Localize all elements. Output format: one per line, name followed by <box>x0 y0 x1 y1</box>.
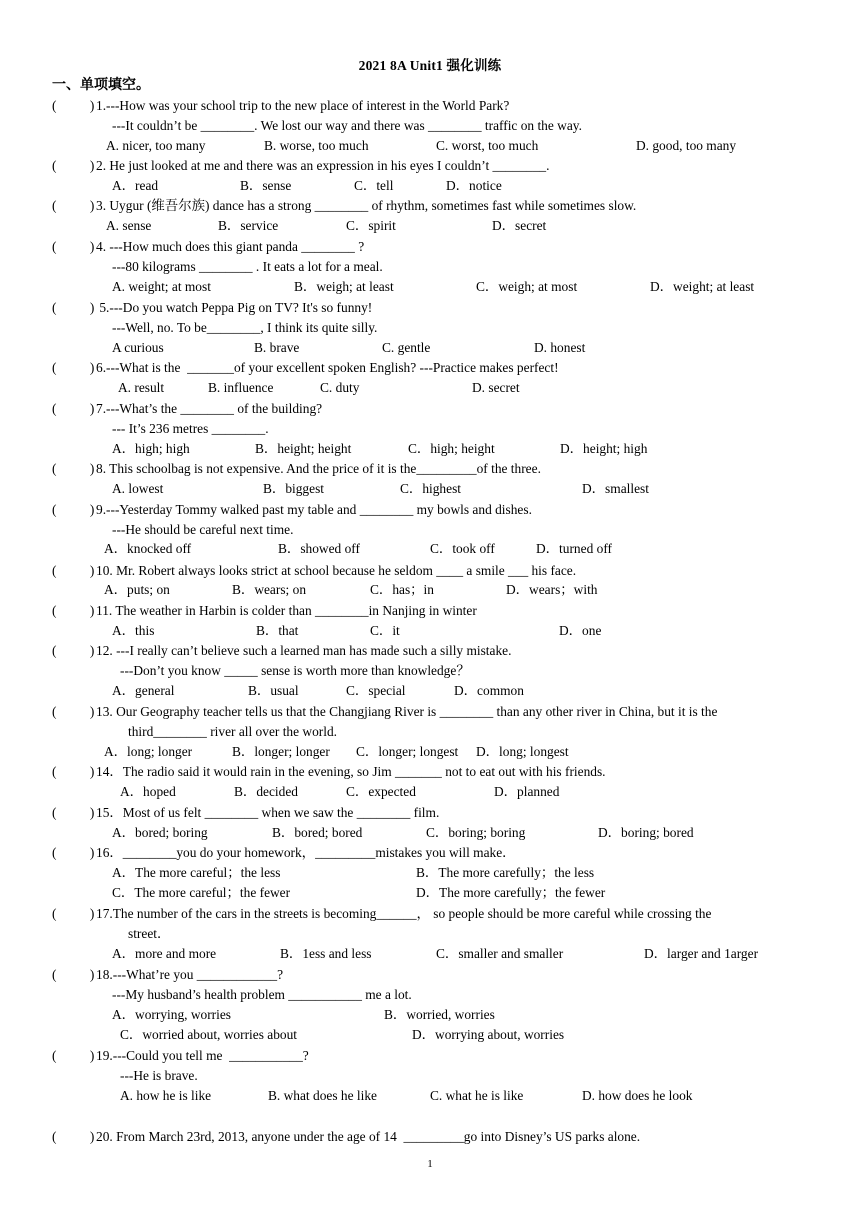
answer-option: D．weight; at least <box>650 279 755 294</box>
answer-option: D．turned off <box>536 541 612 556</box>
answer-option: D. honest <box>534 340 586 355</box>
question-stem: 19.---Could you tell me ___________? <box>96 1048 309 1063</box>
answer-option: C．took off <box>430 541 495 556</box>
question-stem: 20. From March 23rd, 2013, anyone under the age of 14 _________go into Disney’s US parks alone. <box>96 1129 641 1144</box>
answer-option: B. influence <box>208 380 274 395</box>
question-stem: 2. He just looked at me and there was an expression in his eyes I couldn’t ________. <box>96 158 550 173</box>
page-number: 1 <box>427 1158 433 1170</box>
answer-option: D．planned <box>494 784 560 799</box>
question-stem: 17.The number of the cars in the streets is becoming______， so people should be more careful while crossing the <box>96 906 712 921</box>
answer-option: A．hoped <box>120 784 176 799</box>
answer-option: A curious <box>112 340 164 355</box>
answer-option: B．decided <box>234 784 298 799</box>
answer-option: B. what does he like <box>268 1088 377 1103</box>
answer-option: A．knocked off <box>104 541 192 556</box>
question-stem: 7.---What’s the ________ of the building? <box>96 401 323 416</box>
answer-option: B．service <box>218 218 279 233</box>
answer-option: B. brave <box>254 340 300 355</box>
question-stem: 14．The radio said it would rain in the evening, so Jim _______ not to eat out with his friends. <box>96 764 606 779</box>
answer-option: B．bored; bored <box>272 825 363 840</box>
answer-option: C．special <box>346 683 406 698</box>
answer-blank[interactable]: ( ) <box>52 764 95 779</box>
answer-option: B．The more carefully；the less <box>416 865 595 880</box>
answer-option: A. result <box>118 380 165 395</box>
answer-blank[interactable]: ( ) <box>52 300 95 315</box>
answer-option: A．The more careful；the less <box>112 865 281 880</box>
answer-option: B．wears; on <box>232 582 307 597</box>
answer-option: D．secret <box>492 218 547 233</box>
question-line: third________ river all over the world. <box>128 724 337 739</box>
answer-option: A. weight; at most <box>112 279 211 294</box>
answer-blank[interactable]: ( ) <box>52 158 95 173</box>
question-stem: 1.---How was your school trip to the new place of interest in the World Park? <box>96 98 510 113</box>
answer-option: B．worried, worries <box>384 1007 495 1022</box>
answer-option: A. sense <box>106 218 152 233</box>
question-line: ---He is brave. <box>120 1068 198 1083</box>
answer-option: D．The more carefully；the fewer <box>416 885 606 900</box>
question-stem: 5.---Do you watch Peppa Pig on TV? It's so funny! <box>96 300 373 315</box>
answer-blank[interactable]: ( ) <box>52 401 95 416</box>
answer-option: D．boring; bored <box>598 825 694 840</box>
answer-option: D．worrying about, worries <box>412 1027 565 1042</box>
answer-blank[interactable]: ( ) <box>52 805 95 820</box>
answer-option: C．spirit <box>346 218 396 233</box>
answer-option: D．larger and 1arger <box>644 946 759 961</box>
answer-blank[interactable]: ( ) <box>52 239 95 254</box>
answer-option: C．tell <box>354 178 394 193</box>
answer-option: D. secret <box>472 380 520 395</box>
question-stem: 18.---What’re you ____________? <box>96 967 284 982</box>
question-line: ---80 kilograms ________ . It eats a lot for a meal. <box>112 259 383 274</box>
answer-option: D．notice <box>446 178 502 193</box>
question-line: ---He should be careful next time. <box>112 522 294 537</box>
question-line: ---Well, no. To be________, I think its quite silly. <box>112 320 378 335</box>
answer-option: D．wears；with <box>506 582 598 597</box>
answer-option: B．biggest <box>263 481 325 496</box>
answer-option: C. worst, too much <box>436 138 539 153</box>
answer-blank[interactable]: ( ) <box>52 967 95 982</box>
answer-blank[interactable]: ( ) <box>52 360 95 375</box>
answer-option: C．longer; longest <box>356 744 459 759</box>
answer-blank[interactable]: ( ) <box>52 906 95 921</box>
question-stem: 3. Uygur (维吾尔族) dance has a strong ________ of rhythm, sometimes fast while sometimes slow. <box>96 198 637 213</box>
answer-option: C．it <box>370 623 400 638</box>
answer-option: D. good, too many <box>636 138 737 153</box>
answer-option: B．1ess and less <box>280 946 372 961</box>
answer-option: C．smaller and smaller <box>436 946 564 961</box>
answer-option: A．general <box>112 683 175 698</box>
question-stem: 8. This schoolbag is not expensive. And the price of it is the_________of the three. <box>96 461 541 476</box>
answer-option: A. nicer, too many <box>106 138 206 153</box>
question-line: ---It couldn’t be ________. We lost our way and there was ________ traffic on the way. <box>112 118 582 133</box>
answer-option: A．bored; boring <box>112 825 208 840</box>
answer-option: B．height; height <box>255 441 352 456</box>
question-stem: 13. Our Geography teacher tells us that the Changjiang River is ________ than any other river in China, but it is the <box>96 704 718 719</box>
question-line: ---Don’t you know _____ sense is worth more than knowledge？ <box>120 663 470 678</box>
answer-option: B．longer; longer <box>232 744 330 759</box>
answer-blank[interactable]: ( ) <box>52 1048 95 1063</box>
answer-blank[interactable]: ( ) <box>52 198 95 213</box>
answer-option: C．The more careful；the fewer <box>112 885 291 900</box>
answer-option: D．common <box>454 683 524 698</box>
answer-option: C. gentle <box>382 340 431 355</box>
answer-option: A．read <box>112 178 159 193</box>
answer-option: D．long; longest <box>476 744 569 759</box>
answer-option: C. what he is like <box>430 1088 524 1103</box>
answer-option: C．high; height <box>408 441 495 456</box>
answer-option: A．worrying, worries <box>112 1007 232 1022</box>
answer-blank[interactable]: ( ) <box>52 563 95 578</box>
answer-option: B．sense <box>240 178 292 193</box>
answer-option: D．height; high <box>560 441 648 456</box>
answer-option: B．showed off <box>278 541 360 556</box>
answer-option: B. worse, too much <box>264 138 369 153</box>
question-stem: 4. ---How much does this giant panda ________ ? <box>96 239 365 254</box>
page-title: 2021 8A Unit1 强化训练 <box>358 58 502 73</box>
answer-blank[interactable]: ( ) <box>52 845 95 860</box>
answer-option: C．has；in <box>370 582 434 597</box>
answer-blank[interactable]: ( ) <box>52 98 95 113</box>
answer-option: A．more and more <box>112 946 217 961</box>
question-stem: 11. The weather in Harbin is colder than ________in Nanjing in winter <box>96 603 477 618</box>
section-heading: 一、单项填空。 <box>52 77 150 93</box>
answer-option: A. how he is like <box>120 1088 212 1103</box>
answer-option: C．worried about, worries about <box>120 1027 298 1042</box>
question-stem: 9.---Yesterday Tommy walked past my table and ________ my bowls and dishes. <box>96 502 532 517</box>
answer-option: D．one <box>559 623 602 638</box>
question-line: ---My husband’s health problem ___________ me a lot. <box>112 987 412 1002</box>
answer-option: C．boring; boring <box>426 825 526 840</box>
answer-blank[interactable]: ( ) <box>52 603 95 618</box>
answer-option: B．usual <box>248 683 299 698</box>
question-line: --- It’s 236 metres ________. <box>112 421 269 436</box>
answer-option: A．puts; on <box>104 582 170 597</box>
answer-option: C．weigh; at most <box>476 279 578 294</box>
answer-option: A. lowest <box>112 481 164 496</box>
answer-option: A．long; longer <box>104 744 193 759</box>
answer-blank[interactable]: ( ) <box>52 1129 95 1144</box>
answer-option: C．expected <box>346 784 416 799</box>
answer-option: B．weigh; at least <box>294 279 394 294</box>
answer-blank[interactable]: ( ) <box>52 461 95 476</box>
question-line: street． <box>128 926 171 941</box>
answer-option: D. how does he look <box>582 1088 693 1103</box>
question-stem: 10. Mr. Robert always looks strict at school because he seldom ____ a smile ___ his face. <box>96 563 577 578</box>
answer-option: C. duty <box>320 380 360 395</box>
answer-option: B．that <box>256 623 299 638</box>
answer-option: A．this <box>112 623 155 638</box>
question-stem: 6.---What is the _______of your excellent spoken English? ---Practice makes perfect! <box>96 360 559 375</box>
answer-blank[interactable]: ( ) <box>52 704 95 719</box>
answer-option: A．high; high <box>112 441 190 456</box>
answer-option: C．highest <box>400 481 462 496</box>
question-stem: 15．Most of us felt ________ when we saw the ________ film. <box>96 805 440 820</box>
question-stem: 16．________you do your homework，_________mistakes you will make． <box>96 845 516 860</box>
answer-option: D．smallest <box>582 481 649 496</box>
question-stem: 12. ---I really can’t believe such a learned man has made such a silly mistake. <box>96 643 512 658</box>
answer-blank[interactable]: ( ) <box>52 643 95 658</box>
answer-blank[interactable]: ( ) <box>52 502 95 517</box>
